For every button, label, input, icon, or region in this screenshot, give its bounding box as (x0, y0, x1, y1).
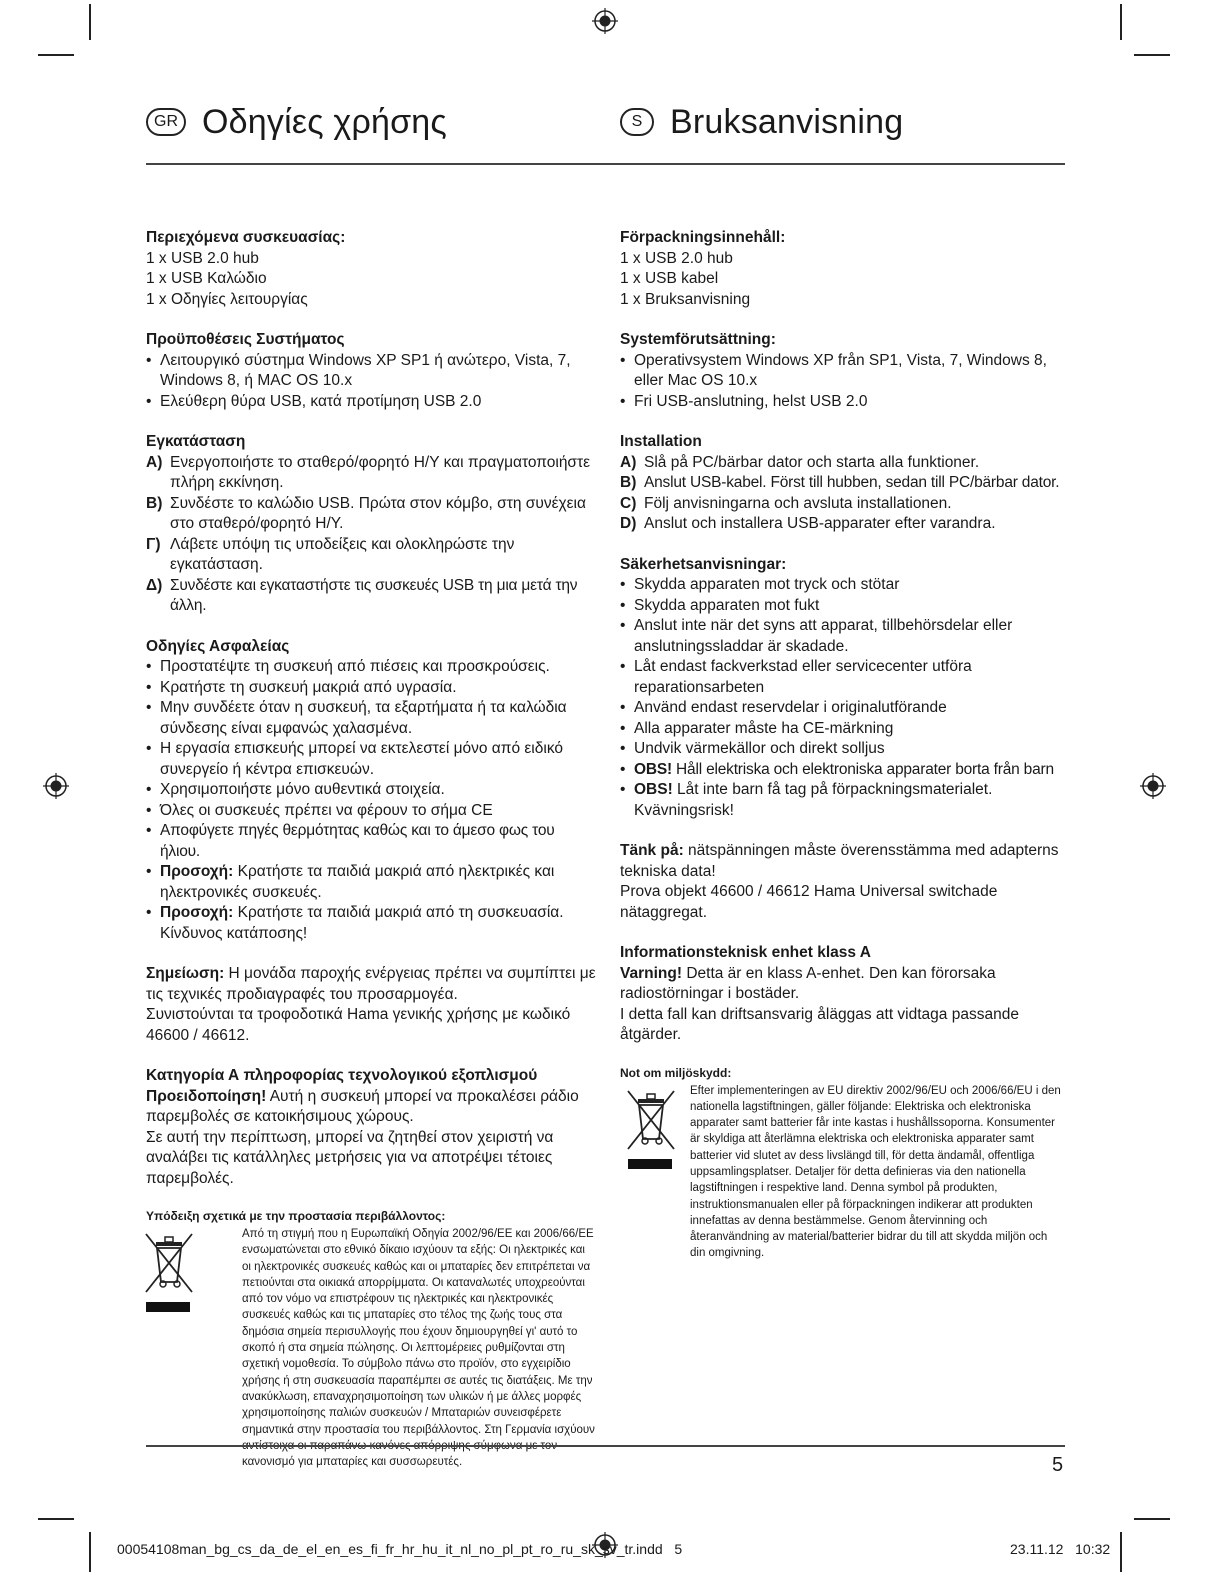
section-title: Προϋποθέσεις Συστήματος (146, 331, 345, 348)
package-line: 1 x USB Καλώδιο (146, 270, 267, 287)
step-label: Γ) (146, 535, 161, 553)
step-text: Λάβετε υπόψη τις υποδείξεις και ολοκληρώστε την εγκατάσταση. (170, 535, 515, 573)
list-item: • Operativsystem Windows XP från SP1, Vista, 7, Windows 8, eller Mac OS 10.x (620, 351, 1065, 392)
step-label: B) (146, 494, 163, 512)
section-class-a (620, 943, 1065, 1046)
list-item: • Skydda apparaten mot fukt (620, 596, 1065, 617)
warning-label: Προσοχή: (160, 904, 234, 921)
package-line: 1 x USB kabel (620, 270, 719, 287)
list-item: • Anslut inte när det syns att apparat, tillbehörsdelar eller anslutningssladdar är skadade. (620, 616, 1065, 657)
section-system (146, 330, 596, 412)
section-note (620, 841, 1065, 923)
section-title: Κατηγορία Α πληροφορίας τεχνολογικού εξοπλισμού (146, 1067, 538, 1084)
step-item (620, 453, 1065, 474)
step-text: Ενεργοποιήστε το σταθερό/φορητό Η/Υ και πραγματοποιήστε πλήρη εκκίνηση. (170, 453, 591, 491)
crop-mark (1120, 4, 1122, 40)
section-safety (620, 555, 1065, 822)
section-package (620, 228, 1065, 310)
crop-mark (89, 1532, 91, 1572)
section-class-a (146, 1066, 596, 1189)
section-title: Εγκατάσταση (146, 433, 246, 450)
list-item: • Λειτουργικό σύστημα Windows XP SP1 ή ανώτερο, Vista, 7, Windows 8, ή MAC OS 10.x (146, 351, 596, 392)
step-item (620, 494, 1065, 515)
step-text: Συνδέστε και εγκαταστήστε τις συσκευές USB τη μια μετά την άλλη. (170, 576, 578, 614)
environment-block (146, 1226, 596, 1470)
environment-block (620, 1083, 1065, 1262)
crop-mark (38, 54, 74, 56)
note-text: nätspänningen måste överensstämma med adapterns tekniska data! (620, 842, 1059, 880)
note-text: Η μονάδα παροχής ενέργειας πρέπει να συμπίπτει με τις τεχνικές προδιαγραφές του προσαρμογέα. (146, 965, 596, 1003)
footer-rule (146, 1445, 1065, 1447)
package-line: 1 x USB 2.0 hub (146, 249, 259, 267)
header-greek (146, 100, 447, 144)
list-item: • Ελεύθερη θύρα USB, κατά προτίμηση USB 2.0 (146, 392, 596, 413)
section-safety (146, 637, 596, 945)
note-label: Σημείωση: (146, 965, 225, 982)
list-item: • Χρησιμοποιήστε μόνο αυθεντικά στοιχεία. (146, 780, 596, 801)
step-item (146, 576, 596, 617)
column-greek (146, 228, 596, 1470)
list-item-warning (146, 862, 596, 903)
list-item: • Κρατήστε τη συσκευή μακριά από υγρασία. (146, 678, 596, 699)
list-item-warning (620, 780, 1065, 821)
header-swedish (620, 100, 903, 144)
note-label: Tänk på: (620, 842, 684, 859)
list-item-warning (620, 760, 1065, 781)
note-paragraph: Prova objekt 46600 / 46612 Hama Universal switchade nätaggregat. (620, 883, 998, 921)
section-title: Υπόδειξη σχετικά με την προστασία περιβάλλοντος: (146, 1209, 446, 1223)
warning-paragraph (146, 1087, 596, 1128)
warning-text: Αυτή η συσκευή μπορεί να προκαλέσει ράδιο παρεμβολές σε κατοικήσιμους χώρους. (146, 1087, 579, 1125)
warning-label: OBS! (634, 760, 672, 778)
list-item: • Fri USB-anslutning, helst USB 2.0 (620, 392, 1065, 413)
step-item (146, 535, 596, 576)
package-line: 1 x USB 2.0 hub (620, 249, 733, 267)
step-item (620, 473, 1065, 494)
step-label: A) (620, 453, 637, 471)
step-item (620, 514, 1065, 535)
environment-text: Efter implementeringen av EU direktiv 2002/96/EU och 2006/66/EU i den nationella lagstiftningen, gäller följande: Elektriska och elektroniska apparater samt batterier får inte kastas i hushållssoporna. Konsumenter är skyldiga att återlämna elektriska och elektroniska apparater samt batterier vid slutet av dess livslängd till, för detta ändamål, offentliga uppsamlingsplatser. Detaljer för detta definieras via den nationella lagstiftningen i respektive land. Denna symbol på produkten, instruktionsmanualen eller på förpackningen indikerar att produkten innefattas av denna bestämmelse. Genom återvinning och återanvändning av material/batterier bidrar du till att skydda miljön och din omgivning. (690, 1084, 1061, 1260)
section-title: Informationsteknisk enhet klass A (620, 944, 871, 961)
note-paragraph: Συνιστούνται τα τροφοδοτικά Hama γενικής χρήσης με κωδικό 46600 / 46612. (146, 1006, 571, 1044)
crop-mark (1134, 54, 1170, 56)
warning-text: Låt inte barn få tag på förpackningsmaterialet. Kvävningsrisk! (634, 781, 993, 819)
page-number: 5 (1052, 1454, 1064, 1476)
step-label: A) (146, 453, 163, 471)
package-line: 1 x Οδηγίες λειτουργίας (146, 290, 308, 308)
warning-text: Κρατήστε τα παιδιά μακριά από ηλεκτρικές και ηλεκτρονικές συσκευές. (160, 863, 555, 901)
crop-mark (38, 1518, 74, 1520)
step-label: Δ) (146, 576, 163, 594)
warning-label: Προειδοποίηση! (146, 1087, 267, 1105)
list-item: • Αποφύγετε πηγές θερμότητας καθώς και το άμεσο φως του ήλιου. (146, 821, 596, 862)
registration-mark-icon (1140, 773, 1166, 799)
slug-date: 23.11.12 10:32 (1010, 1541, 1111, 1557)
warning-text: Detta är en klass A-enhet. Den kan förorsaka radiostörningar i bostäder. (620, 964, 996, 1002)
list-item: • Undvik värmekällor och direkt solljus (620, 739, 1065, 760)
section-install (146, 432, 596, 617)
language-badge: S (620, 108, 654, 136)
section-title: Installation (620, 433, 702, 450)
column-swedish (620, 228, 1065, 1262)
warning-label: Προσοχή: (160, 863, 234, 880)
section-title: Förpackningsinnehåll: (620, 229, 786, 246)
crop-mark (89, 4, 91, 40)
list-item-warning (146, 903, 596, 944)
step-label: B) (620, 474, 637, 491)
slug-filename: 00054108man_bg_cs_da_de_el_en_es_fi_fr_hr_hu_it_nl_no_pl_pt_ro_ru_sk_sv_tr.indd 5 (117, 1541, 683, 1557)
section-system (620, 330, 1065, 412)
list-item: • Όλες οι συσκευές πρέπει να φέρουν το σήμα CE (146, 801, 596, 822)
step-text: Slå på PC/bärbar dator och starta alla funktioner. (644, 453, 980, 471)
crop-mark (1134, 1518, 1170, 1520)
list-item: • Η εργασία επισκευής μπορεί να εκτελεστεί μόνο από ειδικό συνεργείο ή κέντρα επισκευών. (146, 739, 596, 780)
list-item: • Använd endast reservdelar i originalutförande (620, 698, 1065, 719)
step-text: Συνδέστε το καλώδιο USB. Πρώτα στον κόμβο, στη συνέχεια στο σταθερό/φορητό Η/Υ. (170, 494, 586, 532)
warning-text: Κρατήστε τα παιδιά μακριά από τη συσκευασία. Κίνδυνος κατάποσης! (160, 904, 564, 942)
weee-bin-icon (146, 1226, 242, 1470)
step-text: Anslut och installera USB-apparater efter varandra. (644, 515, 996, 532)
section-package (146, 228, 596, 310)
list-item: • Alla apparater måste ha CE-märkning (620, 719, 1065, 740)
warning-paragraph: I detta fall kan driftsansvarig åläggas att vidtaga passande åtgärder. (620, 1005, 1019, 1043)
step-label: D) (620, 515, 637, 532)
note-paragraph (620, 841, 1065, 882)
registration-mark-icon (43, 773, 69, 799)
crop-mark (1120, 1532, 1122, 1572)
section-title: Περιεχόμενα συσκευασίας: (146, 229, 346, 246)
step-item (146, 453, 596, 494)
section-heading: Οδηγίες χρήσης (202, 102, 448, 141)
list-item: • Προστατέψτε τη συσκευή από πιέσεις και προσκρούσεις. (146, 657, 596, 678)
section-environment (146, 1209, 596, 1470)
step-text: Följ anvisningarna och avsluta installationen. (644, 494, 952, 512)
section-title: Systemförutsättning: (620, 331, 776, 348)
list-item: • Μην συνδέετε όταν η συσκευή, τα εξαρτήματα ή τα καλώδια σύνδεσης είναι εμφανώς χαλασμένα. (146, 698, 596, 739)
warning-label: Varning! (620, 964, 683, 982)
language-badge: GR (146, 108, 186, 136)
step-item (146, 494, 596, 535)
section-title: Οδηγίες Ασφαλείας (146, 637, 290, 655)
header-rule (146, 163, 1065, 165)
note-paragraph (146, 964, 596, 1005)
section-title: Not om miljöskydd: (620, 1065, 732, 1080)
step-label: C) (620, 494, 637, 512)
list-item: • Låt endast fackverkstad eller servicecenter utföra reparationsarbeten (620, 657, 1065, 698)
weee-bin-icon (620, 1083, 690, 1262)
section-environment (620, 1066, 1065, 1262)
package-line: 1 x Bruksanvisning (620, 290, 751, 308)
section-heading: Bruksanvisning (670, 102, 904, 141)
environment-text: Από τη στιγμή που η Ευρωπαϊκή Οδηγία 2002/96/ΕΕ και 2006/66/ΕΕ ενσωματώνεται στο εθνικό δίκαιο ισχύουν τα εξής: Οι ηλεκτρικές και οι ηλεκτρονικές συσκευές καθώς και οι μπαταρίες δεν επιτρέπεται να πετιούνται στα οικιακά απορρίμματα. Οι καταναλωτές υποχρεούνται από τον νόμο να επιστρέφουν τις ηλεκτρικές και ηλεκτρονικές συσκευές καθώς και τις μπαταρίες στο τέλος της ζωής τους στα δημόσια σημεία περισυλλογής που έχουν δημιουργηθεί γι' αυτό το σκοπό ή στα σημεία πώλησης. Οι λεπτομέρειες ρυθμίζονται στη σχετική νομοθεσία. Το σύμβολο πάνω στο προϊόν, στο εγχειρίδιο χρήσης ή στη συσκευασία παραπέμπει σε αυτές τις διατάξεις. Με την ανακύκλωση, επαναχρησιμοποίηση των υλικών ή με άλλες μορφές χρησιμοποίησης παλιών συσκευών / Μπαταριών συνεισφέρετε σημαντικά στην προστασία του περιβάλλοντος. Στη Γερμανία ισχύουν κανονισμό για μπαταρίες και συσσωρευτές. (242, 1228, 595, 1469)
warning-text: Håll elektriska och elektroniska apparater borta från barn (671, 760, 1054, 778)
section-note (146, 964, 596, 1046)
section-title: Säkerhetsanvisningar: (620, 555, 787, 573)
list-item: • Skydda apparaten mot tryck och stötar (620, 575, 1065, 596)
registration-mark-icon (592, 8, 618, 34)
step-text: Anslut USB-kabel. Först till hubben, sedan till PC/bärbar dator. (644, 474, 1060, 491)
warning-paragraph (620, 964, 1065, 1005)
warning-label: OBS! (634, 781, 673, 798)
section-install (620, 432, 1065, 535)
warning-paragraph: Σε αυτή την περίπτωση, μπορεί να ζητηθεί στον χειριστή να αναλάβει τις κατάλληλες μετρήσεις για να αποτρέψει τέτοιες παρεμβολές. (146, 1128, 554, 1187)
